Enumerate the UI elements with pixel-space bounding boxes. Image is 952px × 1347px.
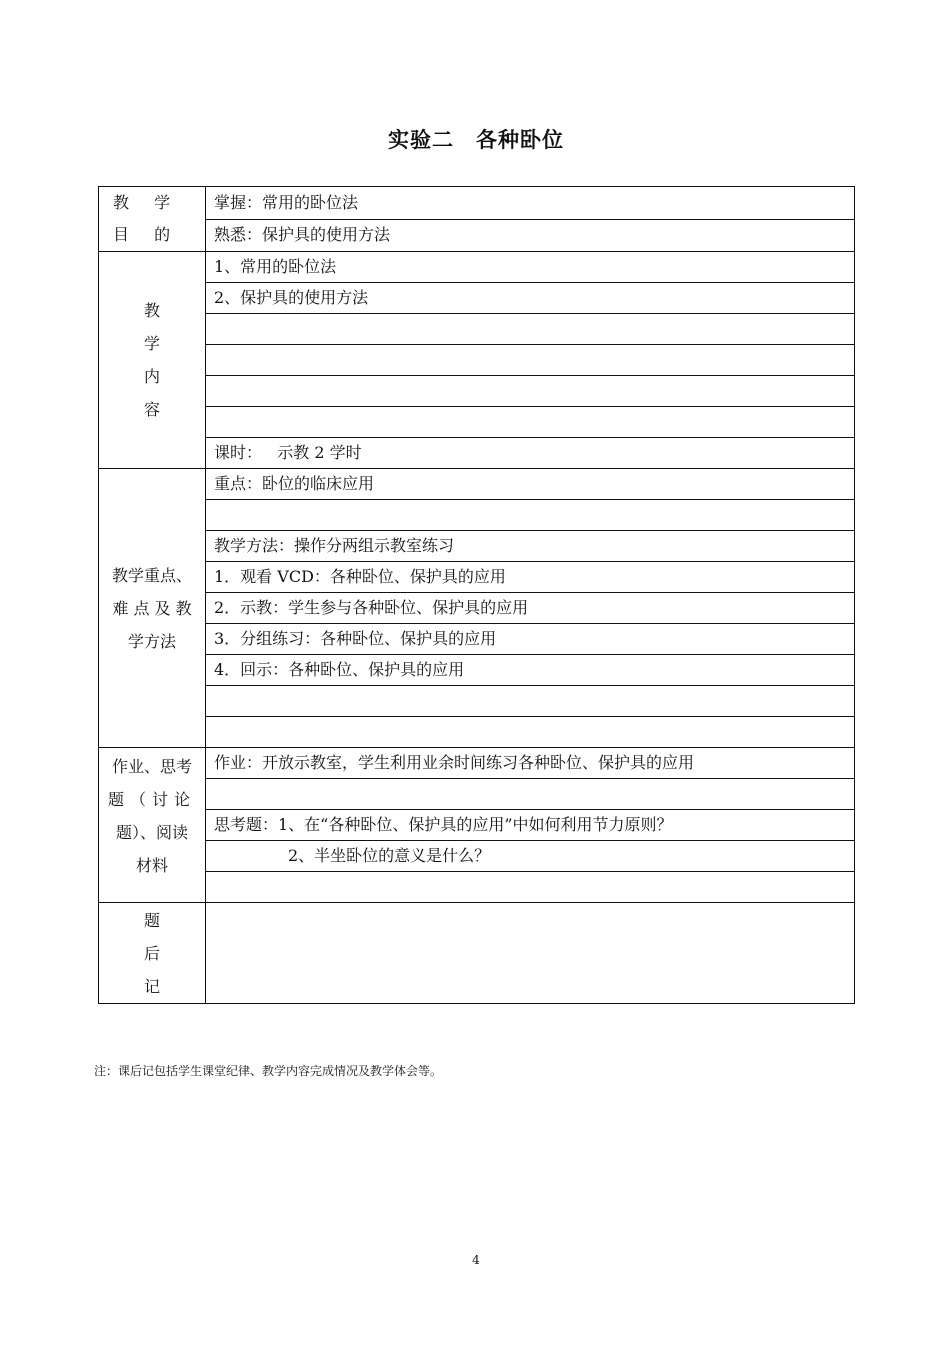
footnote: 注：课后记包括学生课堂纪律、教学内容完成情况及教学体会等。 xyxy=(94,1064,443,1078)
postscript-label-char: 后 xyxy=(143,943,160,963)
objectives-cell: 熟悉：保护具的使用方法 xyxy=(206,219,855,252)
content-label-char: 学 xyxy=(143,334,160,353)
key-points-label-line: 难 点 及 教 xyxy=(112,598,192,618)
table-row xyxy=(99,314,855,345)
postscript-label-char: 题 xyxy=(143,910,160,930)
table-row xyxy=(99,624,855,655)
objectives-cell: 掌握：常用的卧位法 xyxy=(206,187,855,220)
title-part2: 各种卧位 xyxy=(476,128,564,152)
postscript-label xyxy=(99,903,206,1004)
homework-label-line: 题）、阅读 xyxy=(115,823,188,842)
table-row xyxy=(99,407,855,438)
objectives-label xyxy=(99,187,206,252)
table-row xyxy=(99,841,855,872)
homework-question-2: 2、半坐卧位的意义是什么？ xyxy=(288,846,491,865)
postscript-label-char: 记 xyxy=(143,976,160,996)
key-points-cell: 3．分组练习：各种卧位、保护具的应用 xyxy=(206,624,855,655)
key-points-label-line: 学方法 xyxy=(127,631,176,651)
homework-cell: 作业：开放示教室，学生利用业余时间练习各种卧位、保护具的应用 xyxy=(206,748,855,779)
key-points-label xyxy=(99,469,206,748)
table-row xyxy=(99,872,855,903)
table-row xyxy=(99,187,855,220)
homework-label-line: 材料 xyxy=(135,856,168,875)
key-points-cell xyxy=(206,717,855,748)
content-label xyxy=(99,252,206,469)
objectives-label-line: 教 学 xyxy=(113,193,181,212)
key-points-cell: 1．观看 VCD：各种卧位、保护具的应用 xyxy=(206,562,855,593)
content-cell xyxy=(206,345,855,376)
homework-cell xyxy=(206,872,855,903)
lesson-plan-table xyxy=(98,186,855,1004)
homework-label-line: 题（讨论 xyxy=(107,790,196,809)
content-label-char: 教 xyxy=(143,301,160,320)
key-points-cell xyxy=(206,500,855,531)
page-number: 4 xyxy=(472,1253,480,1267)
postscript-cell xyxy=(206,903,855,1004)
content-label-char: 容 xyxy=(143,400,160,419)
content-cell xyxy=(206,407,855,438)
table-row xyxy=(99,655,855,686)
content-cell xyxy=(206,314,855,345)
content-cell xyxy=(206,376,855,407)
table-row xyxy=(99,219,855,252)
table-row xyxy=(99,345,855,376)
homework-cell xyxy=(206,779,855,810)
table-row xyxy=(99,593,855,624)
page-title xyxy=(0,124,952,154)
content-cell: 2、保护具的使用方法 xyxy=(206,283,855,314)
table-row xyxy=(99,562,855,593)
homework-label-line: 作业、思考 xyxy=(111,757,192,776)
homework-cell: 思考题：1、在“各种卧位、保护具的应用”中如何利用节力原则？ xyxy=(206,810,855,841)
key-points-cell: 教学方法：操作分两组示教室练习 xyxy=(206,531,855,562)
table-row xyxy=(99,283,855,314)
content-label-char: 内 xyxy=(143,367,160,386)
objectives-label-line: 目 的 xyxy=(113,225,181,244)
table-row xyxy=(99,810,855,841)
table-row xyxy=(99,686,855,717)
table-row xyxy=(99,748,855,779)
homework-label xyxy=(99,748,206,903)
table-row xyxy=(99,376,855,407)
key-points-cell: 重点：卧位的临床应用 xyxy=(206,469,855,500)
table-row xyxy=(99,469,855,500)
table-row xyxy=(99,531,855,562)
key-points-cell: 2．示教：学生参与各种卧位、保护具的应用 xyxy=(206,593,855,624)
table-row xyxy=(99,438,855,469)
table-row xyxy=(99,779,855,810)
key-points-cell: 4．回示：各种卧位、保护具的应用 xyxy=(206,655,855,686)
content-cell: 1、常用的卧位法 xyxy=(206,252,855,283)
key-points-cell xyxy=(206,686,855,717)
table-row xyxy=(99,717,855,748)
table-row xyxy=(99,500,855,531)
class-hours: 课时： 示教 2 学时 xyxy=(206,438,855,469)
homework-cell xyxy=(206,841,855,872)
key-points-label-line: 教学重点、 xyxy=(111,565,192,585)
table-row xyxy=(99,903,855,1004)
title-part1: 实验二 xyxy=(388,128,454,152)
table-row xyxy=(99,252,855,283)
